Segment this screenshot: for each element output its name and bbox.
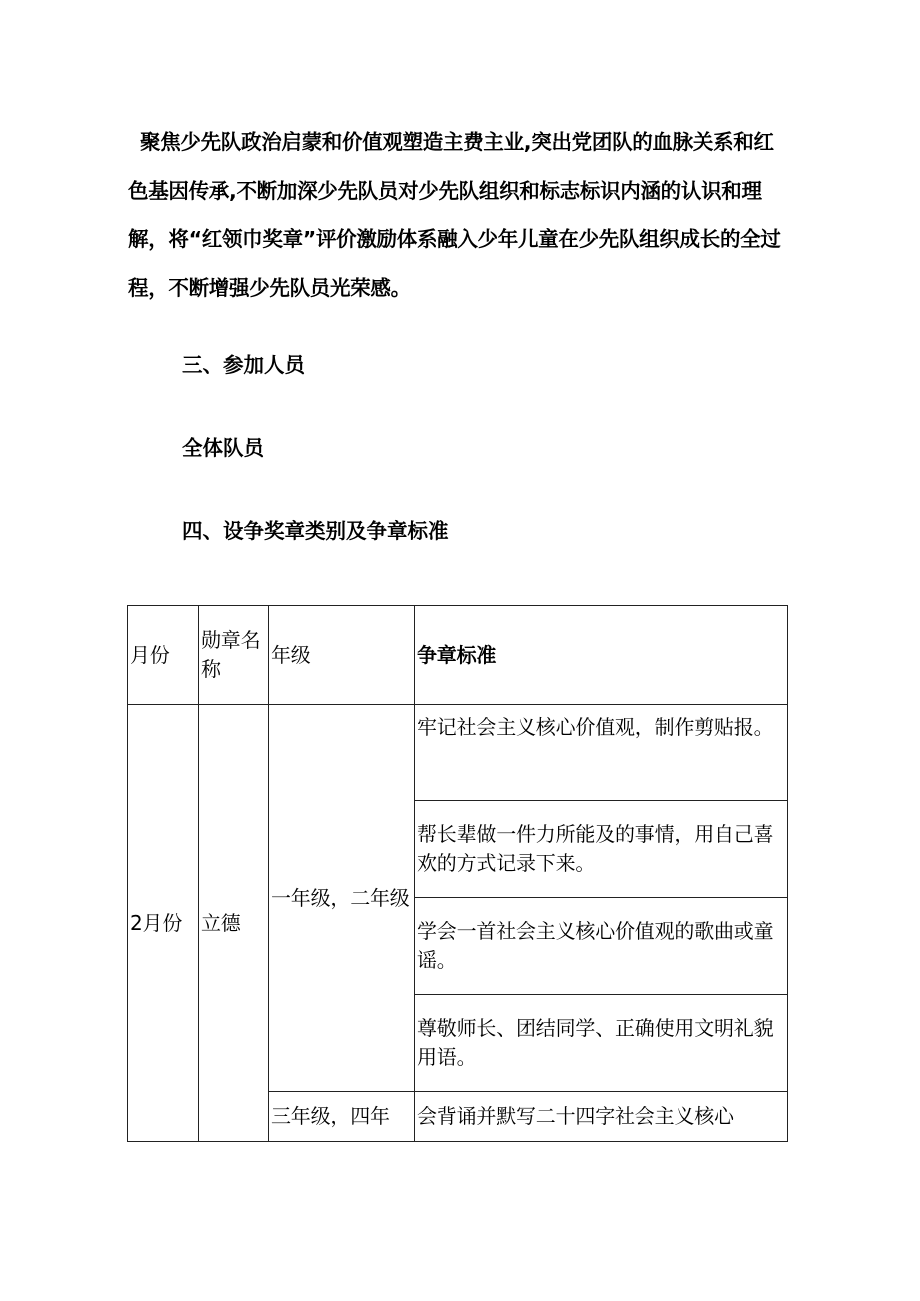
standard-text: 牢记社会主义核心价值观，制作剪贴报。 <box>417 715 774 739</box>
participants-text: 全体队员 <box>182 436 264 460</box>
table-row <box>128 705 788 801</box>
header-grade: 年级 <box>269 606 415 705</box>
header-month: 月份 <box>128 606 199 705</box>
header-badge-name: 勋章名称 <box>199 606 269 705</box>
standard-cell <box>415 705 788 801</box>
participants-heading: 三、参加人员 <box>182 353 305 377</box>
badges-heading: 四、设争奖章类别及争章标准 <box>182 519 449 543</box>
standard-cell: 尊敬师长、团结同学、正确使用文明礼貌用语。 <box>415 995 788 1092</box>
badge-standards-table <box>127 605 788 1142</box>
table-header-row <box>128 606 788 705</box>
header-standard: 争章标准 <box>415 606 788 705</box>
badge-cell: 立德 <box>199 705 269 1142</box>
grade-value-1: 一年级，二年级 <box>271 886 410 910</box>
month-cell <box>128 705 199 1142</box>
standard-cell: 会背诵并默写二十四字社会主义核心 <box>415 1092 788 1142</box>
intro-paragraph: 聚焦少先队政治启蒙和价值观塑造主费主业,突出党团队的血脉关系和红色基因传承,不断加深少先队员对少先队组织和标志标识内涵的认识和理解，将“红领巾奖章”评价激励体系融入少年儿童在少先队组织成长的全过程，不断增强少先队员光荣感。 <box>128 130 781 300</box>
grade-cell-1 <box>269 705 415 1092</box>
month-value: 2月份 <box>130 911 183 935</box>
standard-cell: 学会一首社会主义核心价值观的歌曲或童谣。 <box>415 898 788 995</box>
standard-cell: 帮长辈做一件力所能及的事情，用自己喜欢的方式记录下来。 <box>415 801 788 898</box>
grade-cell-2: 三年级，四年 <box>269 1092 415 1142</box>
